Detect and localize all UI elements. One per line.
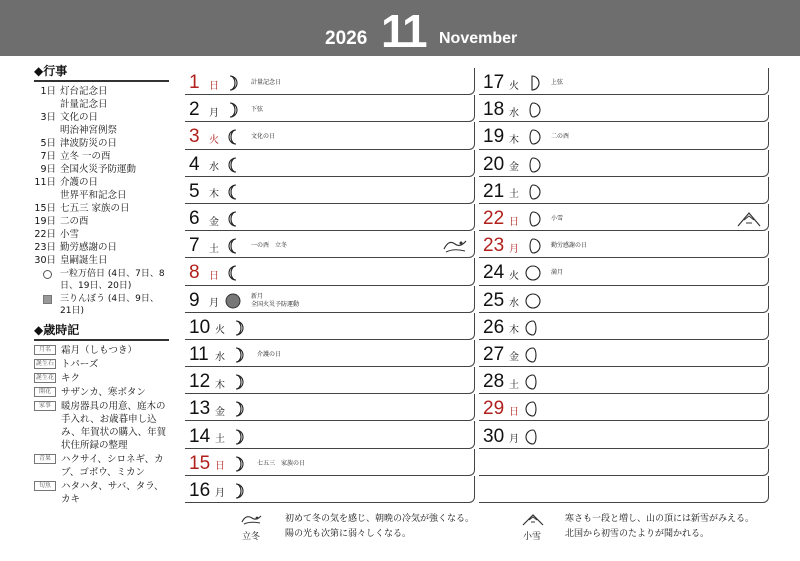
saijiki-row [34,344,169,357]
square-marker-icon [34,293,60,317]
saijiki-row [34,480,169,506]
event-row [34,254,169,267]
event-text: 明治神宮例祭 [60,125,118,136]
shousetsu-line-2: 北国から初雪のたよりが聞かれる。 [565,529,710,539]
month-number: 11 [381,5,426,57]
waxing-gibbous-icon [525,183,541,201]
saijiki-text: サザンカ、寒ボタン [61,387,146,398]
sidebar [34,64,169,507]
waning-gibbous-icon [525,319,541,337]
legend-list [34,268,169,317]
day-row-16 [185,476,475,503]
day-number: 3 [189,126,200,148]
waxing-gibbous-icon [525,156,541,174]
day-of-week: 月 [509,434,519,446]
event-day: 9日 [40,164,56,175]
event-row [34,241,169,254]
day-row-5 [185,177,475,204]
day-of-week: 月 [509,243,519,255]
day-note: 上弦 [551,79,564,87]
day-note: 小雪 [551,215,564,223]
event-row [34,124,169,137]
day-number: 8 [189,262,200,284]
event-day [34,98,60,111]
day-of-week: 木 [215,379,225,391]
rittou-line-2: 陽の光も次第に弱々しくなる。 [285,529,412,539]
shousetsu-row-icon [736,208,762,228]
day-of-week: 土 [209,243,219,255]
waxing-gibbous-icon [525,210,541,228]
day-number: 12 [189,371,211,393]
event-text: 介護の日 [60,177,99,188]
day-number: 30 [483,425,505,447]
event-day: 23日 [34,242,56,253]
waning-crescent-icon [225,264,241,282]
legend-item [34,268,169,292]
day-row-2 [185,95,475,122]
empty-day-row [479,449,769,476]
day-number: 5 [189,180,200,202]
full-moon-icon [525,264,541,282]
event-text: 全国火災予防運動 [60,164,137,175]
day-of-week: 火 [509,270,519,282]
saijiki-title: ◆歳時記 [34,323,169,341]
day-row-24 [479,258,769,285]
day-row-22 [479,204,769,231]
day-row-30 [479,421,769,448]
waxing-crescent-icon [231,455,247,473]
event-text: 皇嗣誕生日 [60,255,108,266]
event-row [34,176,169,189]
event-text: 勤労感謝の日 [60,242,118,253]
day-row-18 [479,95,769,122]
rittou-row-icon [442,235,468,255]
day-number: 16 [189,479,211,501]
event-text: 立冬 一の酉 [60,151,111,162]
circle-marker-icon [34,268,60,292]
day-row-13 [185,394,475,421]
day-of-week: 水 [509,298,519,310]
day-note: 介護の日 [257,350,282,358]
day-number: 7 [189,235,200,257]
saijiki-text: ハクサイ、シロネギ、カブ、ゴボウ、ミカン [61,454,164,478]
waxing-crescent-icon [225,74,241,92]
shousetsu-icon [521,512,545,526]
day-of-week: 金 [209,216,219,228]
rittou-line-1: 初めて冬の気を感じ、朝晩の冷気が強くなる。 [285,514,475,524]
day-row-7 [185,231,475,258]
waning-gibbous-icon [525,346,541,364]
day-row-4 [185,150,475,177]
day-of-week: 日 [509,216,519,228]
saijiki-text: キク [61,373,81,384]
day-number: 24 [483,262,505,284]
saijiki-text: 霜月（しもつき） [61,345,138,356]
day-row-3 [185,122,475,149]
event-text: 二の酉 [60,216,89,227]
day-number: 21 [483,180,505,202]
header-bar [0,0,800,56]
day-note: 一の酉 立冬 [251,242,288,250]
waning-gibbous-icon [525,400,541,418]
day-of-week: 水 [509,107,519,119]
day-of-week: 日 [209,80,219,92]
saijiki-tag: 月名 [34,345,56,355]
waning-gibbous-icon [525,428,541,446]
day-note: 満月 [551,269,564,277]
day-row-23 [479,231,769,258]
event-text: 七五三 家族の日 [60,203,130,214]
waning-crescent-icon [225,210,241,228]
event-day [34,189,60,202]
day-number: 20 [483,153,505,175]
day-number: 17 [483,72,505,94]
waning-gibbous-icon [525,373,541,391]
saijiki-tag: 家事 [34,401,56,411]
event-day: 30日 [34,255,56,266]
waxing-gibbous-icon [525,101,541,119]
day-of-week: 火 [215,325,225,337]
event-row [34,163,169,176]
day-of-week: 土 [509,189,519,201]
day-of-week: 土 [509,379,519,391]
event-row [34,98,169,111]
event-text: 津波防災の日 [60,138,118,149]
empty-day-row [479,476,769,503]
day-row-8 [185,258,475,285]
day-of-week: 水 [215,352,225,364]
shousetsu-line-1: 寒さも一段と増し、山の頂には新雪がみえる。 [565,514,755,524]
day-row-25 [479,286,769,313]
day-row-19 [479,122,769,149]
day-row-12 [185,367,475,394]
day-number: 2 [189,99,200,121]
event-day: 15日 [34,203,56,214]
day-of-week: 金 [215,406,225,418]
day-of-week: 木 [209,189,219,201]
event-day: 11日 [34,177,56,188]
event-day: 3日 [40,112,56,123]
day-note: 勤労感謝の日 [551,242,588,250]
day-row-1 [185,68,475,95]
waning-crescent-icon [225,237,241,255]
day-row-14 [185,421,475,448]
event-text: 灯台記念日 [60,86,108,97]
day-note: 計量記念日 [251,79,282,87]
day-number: 11 [189,343,209,365]
day-row-11 [185,340,475,367]
day-of-week: 金 [509,162,519,174]
event-row [34,215,169,228]
saijiki-tag: 青果 [34,454,56,464]
day-number: 10 [189,316,211,338]
saijiki-tag: 開花 [34,387,56,397]
saijiki-tag: 誕生花 [35,374,54,381]
day-row-6 [185,204,475,231]
waning-crescent-icon [225,183,241,201]
day-of-week: 日 [509,406,519,418]
waxing-gibbous-icon [525,237,541,255]
day-note: 下弦 [251,106,264,114]
event-day: 7日 [40,151,56,162]
first-quarter-moon-icon [525,74,541,92]
day-number: 4 [189,153,200,175]
day-note: 七五三 家族の日 [257,459,306,467]
saijiki-row [34,453,169,479]
event-day: 22日 [34,229,56,240]
day-number: 14 [189,425,211,447]
shousetsu-description [565,512,754,542]
day-of-week: 火 [209,134,219,146]
day-number: 26 [483,316,505,338]
day-number: 22 [483,208,505,230]
day-of-week: 木 [509,134,519,146]
day-number: 29 [483,398,505,420]
day-of-week: 月 [209,298,219,310]
day-row-27 [479,340,769,367]
event-day: 1日 [40,86,56,97]
day-number: 9 [189,289,200,311]
day-note: 新月 全国火災予防運動 [251,292,300,308]
waxing-crescent-icon [231,346,247,364]
year-label: 2026 [325,28,368,49]
calendar-column-right [479,68,769,503]
day-of-week: 水 [209,162,219,174]
day-number: 18 [483,99,505,121]
event-day: 5日 [40,138,56,149]
saijiki-row [34,358,169,371]
saijiki-row [34,386,169,399]
waxing-crescent-icon [225,101,241,119]
calendar-column-left [185,68,475,503]
waxing-gibbous-icon [525,128,541,146]
legend-item [34,293,169,317]
waning-crescent-icon [225,128,241,146]
day-of-week: 日 [209,270,219,282]
day-number: 1 [189,72,200,94]
day-row-10 [185,313,475,340]
event-text: 小雪 [60,229,80,240]
day-number: 25 [483,289,505,311]
rittou-icon [240,512,264,526]
saijiki-text: トパーズ [61,359,99,370]
day-number: 15 [189,452,211,474]
waxing-crescent-icon [231,373,247,391]
event-row [34,150,169,163]
event-row [34,85,169,98]
events-list [34,85,169,267]
event-row [34,137,169,150]
day-note: 文化の日 [251,133,276,141]
day-row-17 [479,68,769,95]
day-number: 19 [483,126,505,148]
saijiki-text: 暖房器具の用意、庭木の手入れ、お歳暮申し込み、年賀状の購入、年賀状住所録の整理 [61,401,167,451]
rittou-label: 立冬 [242,532,261,542]
day-row-20 [479,150,769,177]
event-day: 19日 [34,216,56,227]
saijiki-list [34,344,169,506]
shousetsu-label: 小雪 [523,532,542,542]
day-of-week: 火 [509,80,519,92]
day-row-26 [479,313,769,340]
event-text: 世界平和記念日 [60,190,127,201]
event-text: 計量記念日 [60,99,108,110]
saijiki-row [34,400,169,452]
new-moon-icon [225,292,241,310]
month-name: November [439,30,518,47]
waxing-crescent-icon [231,319,247,337]
event-text: 文化の日 [60,112,99,123]
event-row [34,111,169,124]
events-title: ◆行事 [34,64,169,82]
day-row-15 [185,449,475,476]
day-row-29 [479,394,769,421]
day-of-week: 土 [215,434,225,446]
day-of-week: 日 [215,461,225,473]
legend-text: 一粒万倍日 (4日、7日、8日、19日、20日) [60,269,165,291]
day-number: 23 [483,235,505,257]
event-row [34,202,169,215]
waxing-crescent-icon [231,428,247,446]
day-number: 28 [483,371,505,393]
day-row-9 [185,286,475,313]
event-row [34,189,169,202]
day-row-28 [479,367,769,394]
saijiki-tag: 誕生石 [35,360,54,367]
saijiki-tag: 旬魚 [34,481,56,491]
day-of-week: 月 [215,488,225,500]
event-row [34,228,169,241]
waxing-crescent-icon [231,482,247,500]
day-of-week: 月 [209,107,219,119]
event-day [34,124,60,137]
full-moon-icon [525,292,541,310]
day-number: 27 [483,343,505,365]
waning-crescent-icon [225,156,241,174]
day-number: 6 [189,208,200,230]
waxing-crescent-icon [231,400,247,418]
day-row-21 [479,177,769,204]
day-of-week: 金 [509,352,519,364]
day-note: 二の酉 [551,133,570,141]
saijiki-text: ハタハタ、サバ、タラ、カキ [61,481,164,505]
day-of-week: 木 [509,325,519,337]
legend-text: 三りんぼう (4日、9日、21日) [60,294,159,316]
day-number: 13 [189,398,211,420]
saijiki-row [34,372,169,385]
rittou-description [285,512,474,542]
